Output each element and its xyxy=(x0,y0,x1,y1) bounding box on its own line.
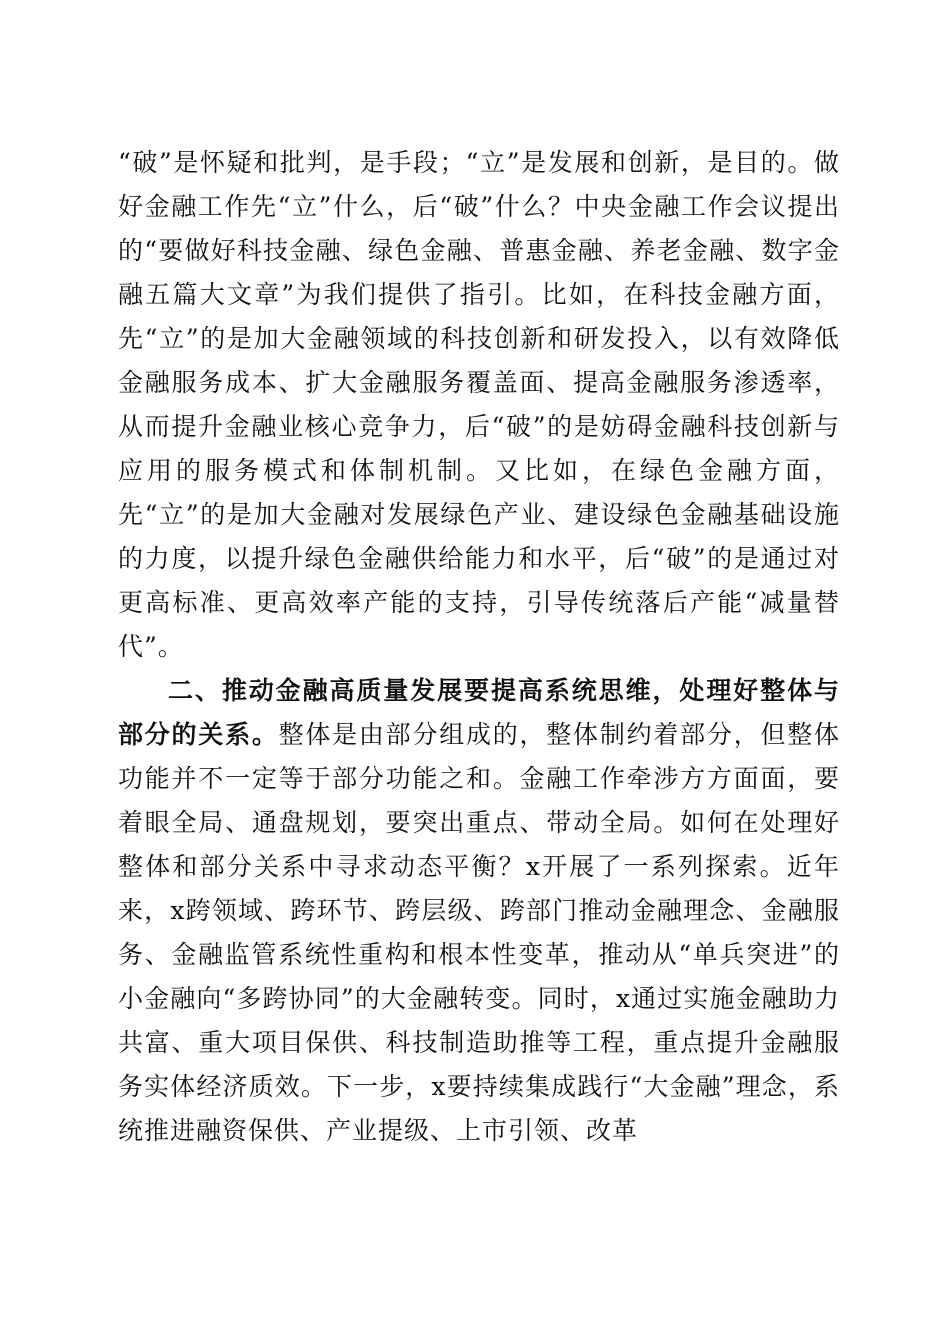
paragraph-system-thinking-body: 整体是由部分组成的，整体制约着部分，但整体功能并不一定等于部分功能之和。金融工作牵涉方方面面，要着眼全局、通盘规划，要突出重点、带动全局。如何在处理好整体和部分关系中寻求动态平衡？x开展了一系列探索。近年来，x跨领域、跨环节、跨层级、跨部门推动金融理念、金融服务、金融监管系统性重构和根本性变革，推动从“单兵突进”的小金融向“多跨协同”的大金融转变。同时，x通过实施金融助力共富、重大项目保供、科技制造助推等工程，重点提升金融服务实体经济质效。下一步，x要持续集成践行“大金融”理念，系统推进融资保供、产业提级、上市引领、改革 xyxy=(118,720,840,1145)
paragraph-system-thinking xyxy=(118,669,840,1153)
section-heading-two: 二、推动金融高质量发展要提高系统思维，处理好整体与部分的关系。 xyxy=(118,676,840,749)
paragraph-po-li: “破”是怀疑和批判，是手段；“立”是发展和创新，是目的。做好金融工作先“立”什么，后“破”什么？中央金融工作会议提出的“要做好科技金融、绿色金融、普惠金融、养老金融、数字金融五篇大文章”为我们提供了指引。比如，在科技金融方面，先“立”的是加大金融领域的科技创新和研发投入，以有效降低金融服务成本、扩大金融服务覆盖面、提高金融服务渗透率，从而提升金融业核心竞争力，后“破”的是妨碍金融科技创新与应用的服务模式和体制机制。又比如，在绿色金融方面，先“立”的是加大金融对发展绿色产业、建设绿色金融基础设施的力度，以提升绿色金融供给能力和水平，后“破”的是通过对更高标准、更高效率产能的支持，引导传统落后产能“减量替代”。 xyxy=(118,148,840,661)
